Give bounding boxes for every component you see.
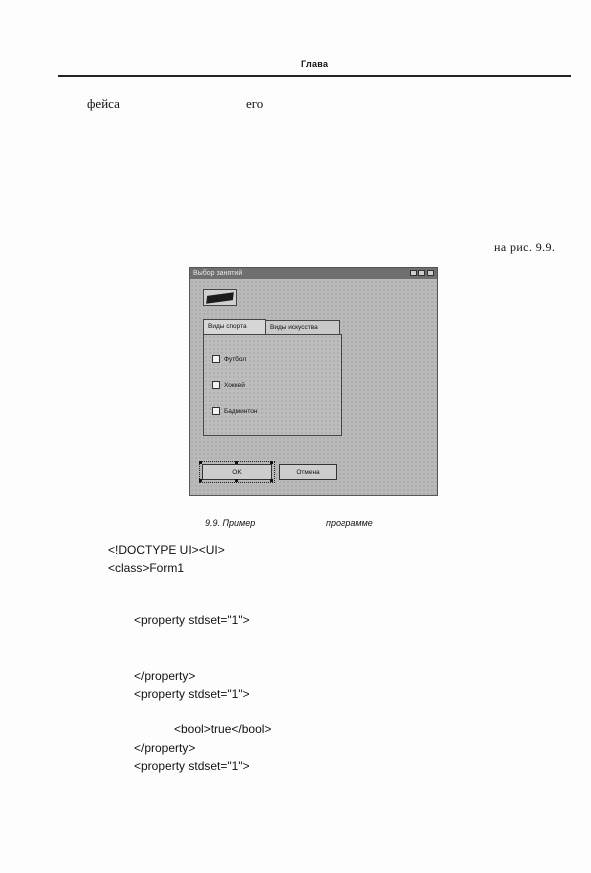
tab-widget — [203, 320, 343, 438]
checkbox-label: Бадминтон — [224, 408, 258, 415]
body-text-fragment: его — [246, 96, 264, 111]
pixmap-label — [203, 289, 237, 306]
figure-reference: на рис. 9.9. — [494, 240, 556, 254]
header-rule — [58, 75, 571, 77]
code-line: <property stdset="1"> — [134, 613, 250, 627]
selection-handle[interactable] — [235, 461, 238, 464]
figure-caption: 9.9. Пример — [205, 518, 256, 528]
code-line: <bool>true</bool> — [174, 722, 272, 736]
code-line: <property stdset="1"> — [134, 759, 250, 773]
checkbox-label: Футбол — [224, 356, 247, 363]
dialog-title: Выбор занятий — [193, 270, 243, 277]
ok-button[interactable]: OK — [202, 464, 272, 480]
cancel-button[interactable]: Отмена — [279, 464, 337, 480]
maximize-icon[interactable] — [418, 270, 425, 276]
checkbox-icon[interactable] — [212, 355, 220, 363]
checkbox-icon[interactable] — [212, 381, 220, 389]
tab-sport[interactable]: Виды спорта — [203, 319, 266, 335]
close-icon[interactable] — [427, 270, 434, 276]
selection-handle[interactable] — [235, 479, 238, 482]
dialog-figure — [189, 267, 438, 496]
body-text-fragment: фейса — [87, 96, 120, 111]
pixmap-icon — [206, 292, 234, 304]
tab-page — [203, 334, 342, 436]
code-line: <!DOCTYPE UI><UI> — [108, 543, 225, 557]
checkbox-hockey[interactable] — [212, 381, 245, 390]
code-line: <class>Form1 — [108, 561, 185, 575]
selection-handle[interactable] — [270, 479, 273, 482]
checkbox-label: Хоккей — [224, 382, 245, 389]
chapter-header: Глава — [301, 59, 329, 69]
selection-handle[interactable] — [270, 461, 273, 464]
dialog-titlebar — [190, 268, 437, 279]
code-line: <property stdset="1"> — [134, 687, 250, 701]
minimize-icon[interactable] — [410, 270, 417, 276]
tab-art[interactable]: Виды искусства — [265, 320, 340, 334]
selection-handle[interactable] — [199, 461, 202, 464]
code-line: </property> — [134, 669, 196, 683]
checkbox-badminton[interactable] — [212, 407, 257, 416]
checkbox-football[interactable] — [212, 355, 246, 364]
figure-caption: программе — [326, 518, 373, 528]
selection-handle[interactable] — [199, 479, 202, 482]
checkbox-icon[interactable] — [212, 407, 220, 415]
code-line: </property> — [134, 741, 196, 755]
